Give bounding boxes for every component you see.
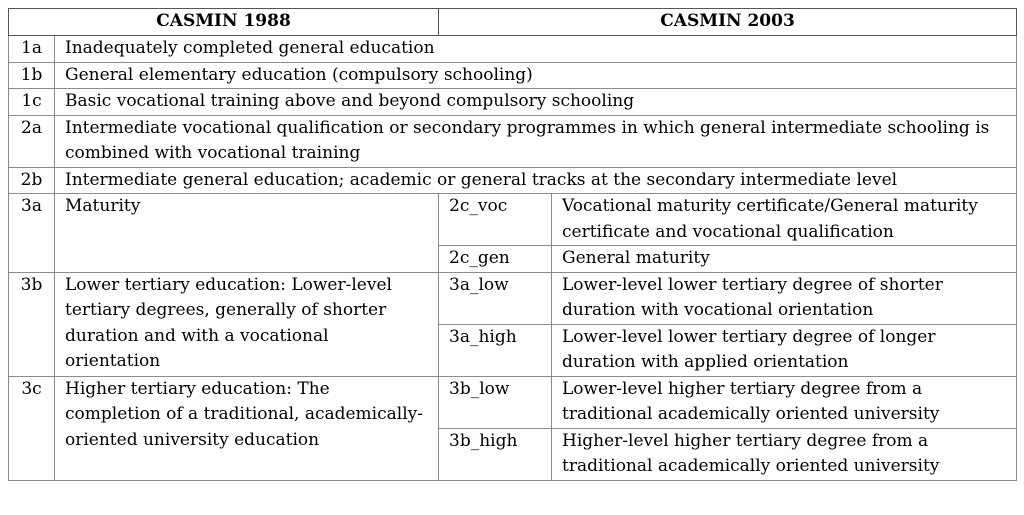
row-description-2003: Lower-level higher tertiary degree from a traditional academically oriented university <box>552 376 1017 428</box>
row-code-2003: 3b_high <box>439 428 552 480</box>
row-description: Intermediate general education; academic or general tracks at the secondary intermediate level <box>55 167 1017 194</box>
row-code: 2a <box>9 115 55 167</box>
row-description: Inadequately completed general education <box>55 36 1017 63</box>
row-description: Intermediate vocational qualification or secondary programmes in which general intermediate schooling is combined with vocational training <box>55 115 1017 167</box>
casmin-comparison-table <box>8 8 1017 481</box>
row-code-2003: 2c_voc <box>439 194 552 246</box>
row-code-1988: 3a <box>9 194 55 273</box>
row-description-1988: Higher tertiary education: The completion of a traditional, academically-oriented university education <box>55 376 439 480</box>
row-code-1988: 3c <box>9 376 55 480</box>
table-row <box>9 376 1017 428</box>
row-description: General elementary education (compulsory schooling) <box>55 62 1017 89</box>
table-row <box>9 62 1017 89</box>
row-code-2003: 3a_high <box>439 324 552 376</box>
row-code: 2b <box>9 167 55 194</box>
table-row <box>9 36 1017 63</box>
row-description-1988: Lower tertiary education: Lower-level tertiary degrees, generally of shorter duration and with a vocational orientation <box>55 272 439 376</box>
row-description-2003: Higher-level higher tertiary degree from a traditional academically oriented university <box>552 428 1017 480</box>
header-casmin-1988: CASMIN 1988 <box>9 9 439 36</box>
row-code-2003: 3b_low <box>439 376 552 428</box>
header-casmin-2003: CASMIN 2003 <box>439 9 1017 36</box>
row-code-2003: 3a_low <box>439 272 552 324</box>
row-code-2003: 2c_gen <box>439 246 552 273</box>
header-row <box>9 9 1017 36</box>
row-code-1988: 3b <box>9 272 55 376</box>
row-description-1988: Maturity <box>55 194 439 273</box>
row-description-2003: Lower-level lower tertiary degree of longer duration with applied orientation <box>552 324 1017 376</box>
row-code: 1a <box>9 36 55 63</box>
row-description-2003: Lower-level lower tertiary degree of shorter duration with vocational orientation <box>552 272 1017 324</box>
table-row <box>9 167 1017 194</box>
casmin-table-container <box>8 8 1017 481</box>
table-row <box>9 194 1017 246</box>
row-description-2003: General maturity <box>552 246 1017 273</box>
row-code: 1b <box>9 62 55 89</box>
table-row <box>9 115 1017 167</box>
row-code: 1c <box>9 89 55 116</box>
row-description-2003: Vocational maturity certificate/General maturity certificate and vocational qualification <box>552 194 1017 246</box>
row-description: Basic vocational training above and beyond compulsory schooling <box>55 89 1017 116</box>
table-row <box>9 272 1017 324</box>
table-row <box>9 89 1017 116</box>
